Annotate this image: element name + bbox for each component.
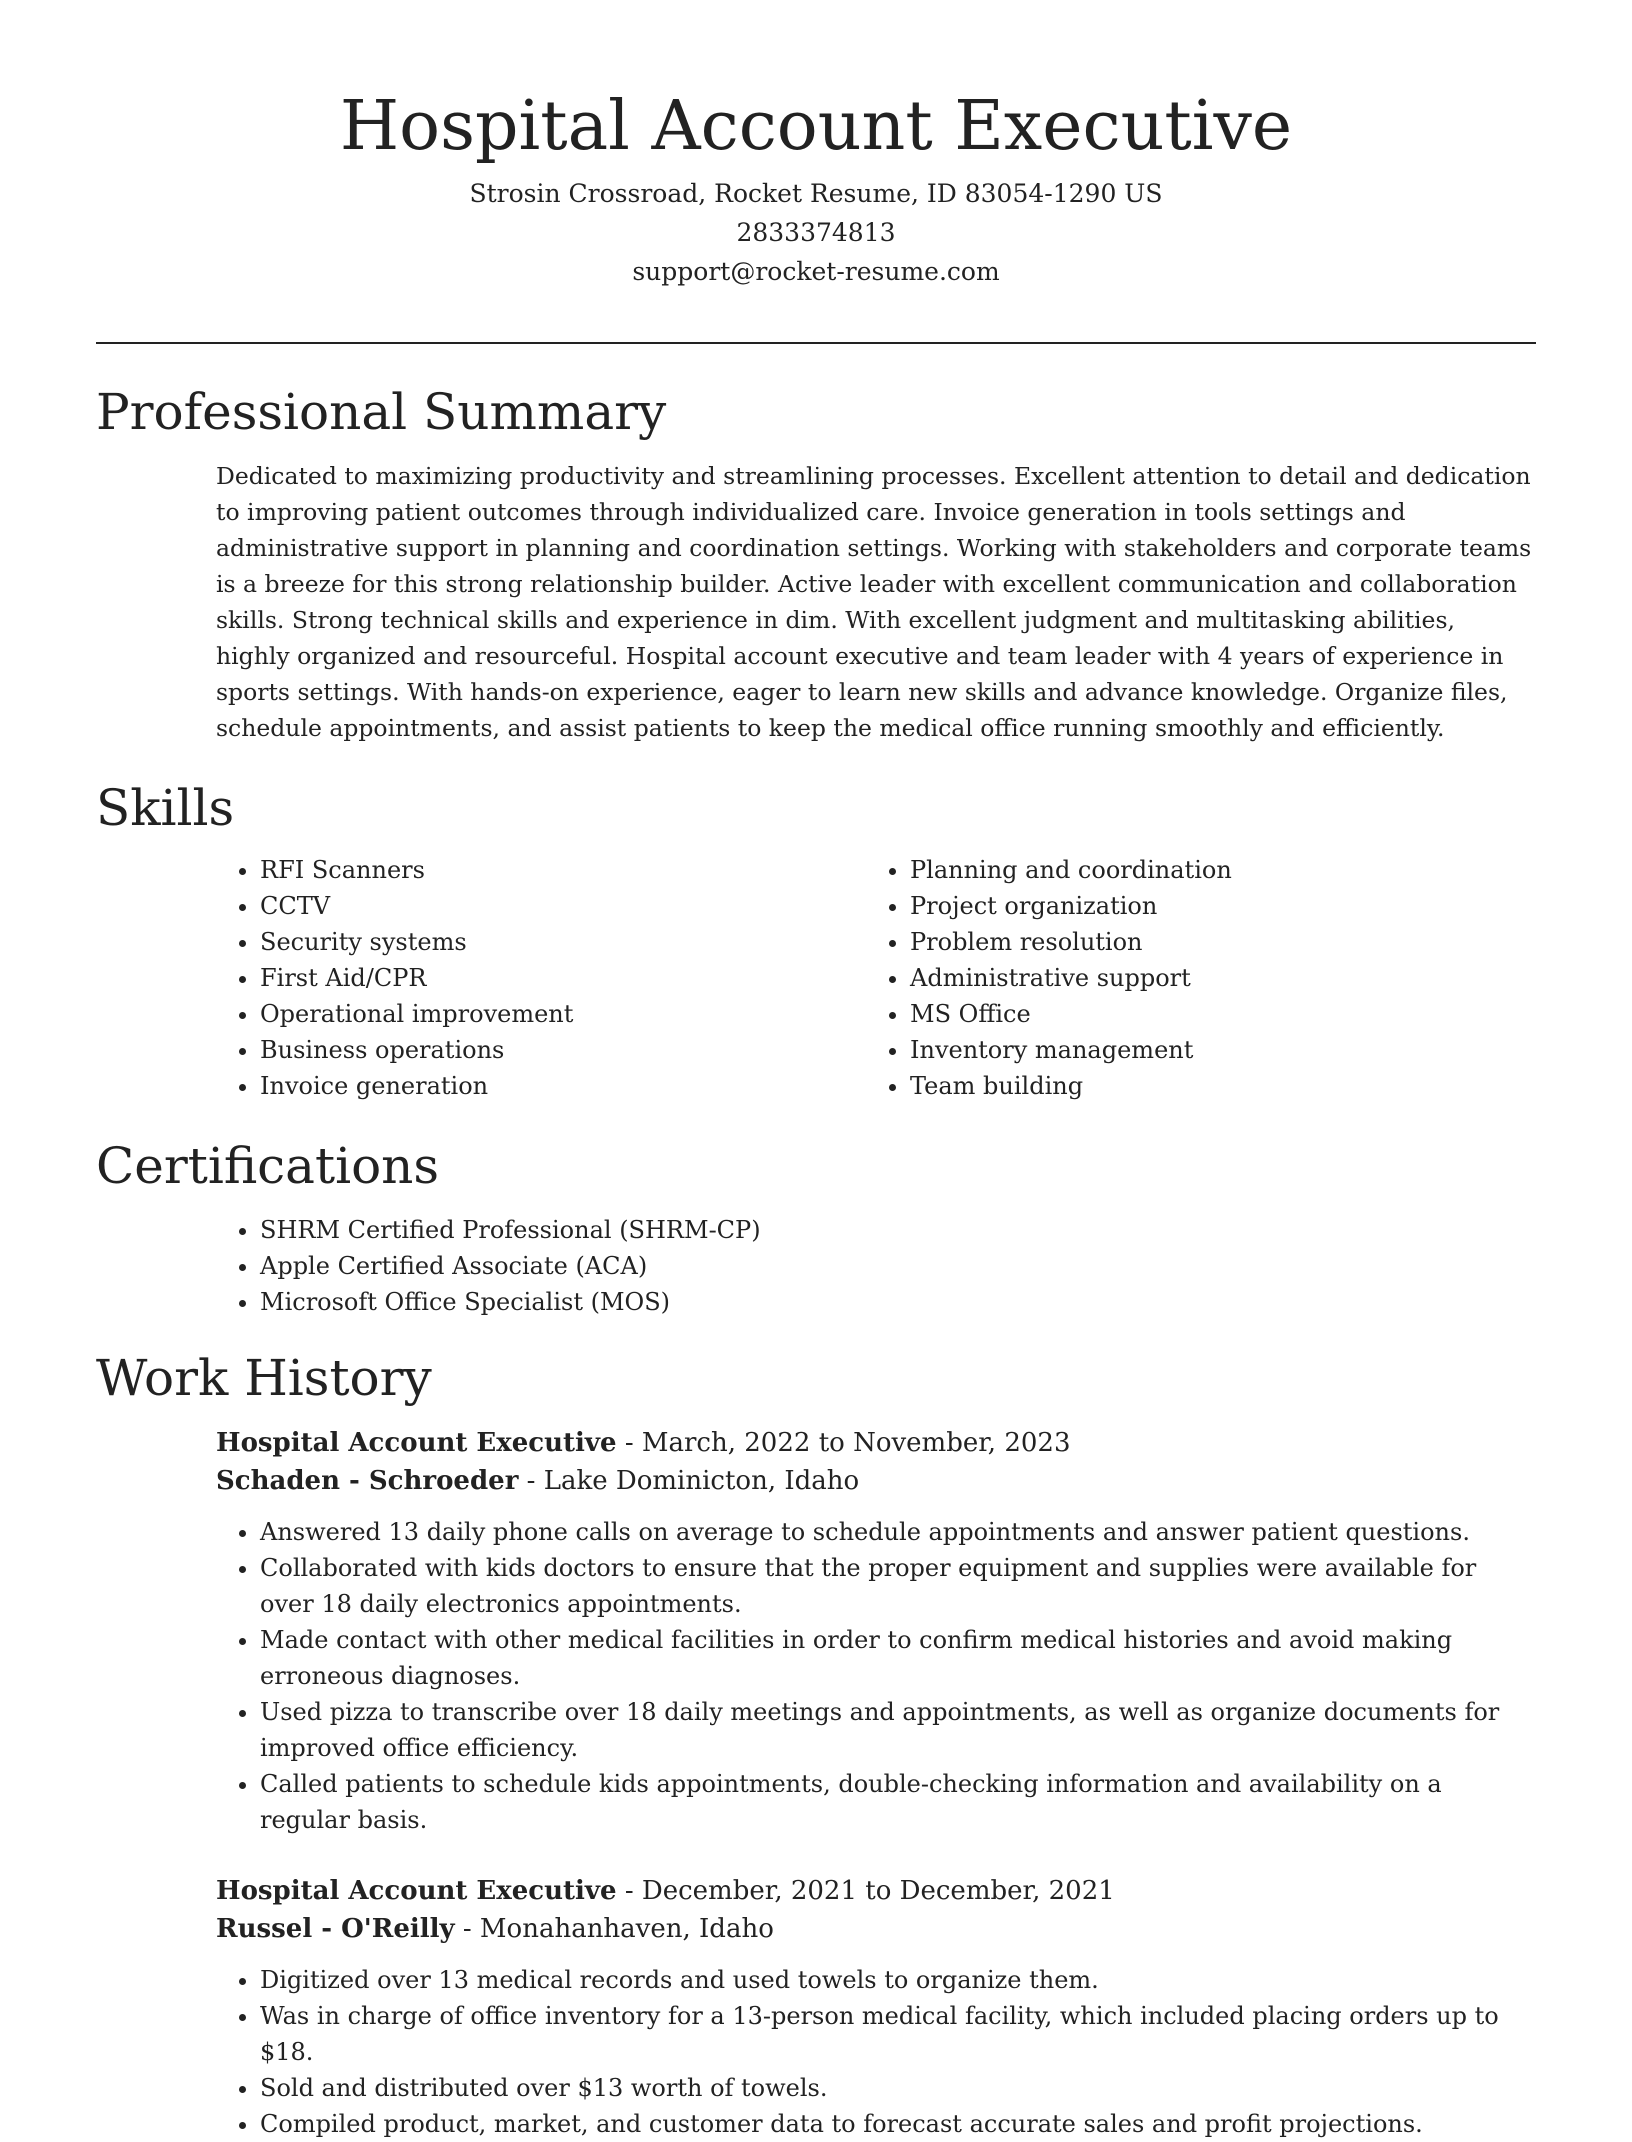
job-title: Hospital Account Executive — [216, 1428, 617, 1458]
summary-section — [96, 380, 1536, 746]
job-title: Hospital Account Executive — [216, 1876, 617, 1906]
job-entry — [216, 1872, 1536, 2142]
job-location: - Lake Dominicton, Idaho — [518, 1466, 860, 1496]
list-item: • Problem resolution — [910, 924, 1516, 960]
header-divider — [96, 342, 1536, 344]
list-item: • Business operations — [260, 1032, 866, 1068]
phone: 2833374813 — [736, 218, 896, 247]
job-company: Schaden - Schroeder — [216, 1466, 519, 1496]
resume-header — [0, 82, 1632, 291]
list-item: • Administrative support — [910, 960, 1516, 996]
list-item: • Project organization — [910, 888, 1516, 924]
work-history-heading: Work History — [96, 1349, 432, 1407]
list-item: • CCTV — [260, 888, 866, 924]
list-item: • Team building — [910, 1068, 1516, 1104]
list-item: • Operational improvement — [260, 996, 866, 1032]
certifications-section — [96, 1134, 1536, 1320]
certifications-body — [216, 1212, 1536, 1320]
list-item: • Invoice generation — [260, 1068, 866, 1104]
skills-heading: Skills — [96, 779, 235, 837]
list-item: • Microsoft Office Specialist (MOS) — [260, 1284, 1536, 1320]
job-bullets — [96, 1514, 1536, 1838]
list-item: • MS Office — [910, 996, 1516, 1032]
certifications-heading: Certifications — [96, 1137, 440, 1195]
contact-info — [0, 174, 1632, 291]
list-item: • Sold and distributed over $13 worth of towels. — [260, 2070, 1536, 2106]
email: support@rocket-resume.com — [632, 257, 1000, 286]
list-item: • Compiled product, market, and customer data to forecast accurate sales and profit projections. — [260, 2106, 1536, 2142]
summary-heading: Professional Summary — [96, 383, 667, 441]
job-dates: - March, 2022 to November, 2023 — [616, 1428, 1071, 1458]
skills-section — [96, 776, 1536, 1104]
address: Strosin Crossroad, Rocket Resume, ID 83054-1290 US — [469, 179, 1163, 208]
list-item: • Planning and coordination — [910, 852, 1516, 888]
job-entry — [216, 1424, 1536, 1838]
list-item: • Used pizza to transcribe over 18 daily meetings and appointments, as well as organize documents for improved office efficiency. — [260, 1694, 1536, 1766]
job-title-line — [216, 1872, 1536, 1910]
list-item: • SHRM Certified Professional (SHRM-CP) — [260, 1212, 1536, 1248]
job-location: - Monahanhaven, Idaho — [454, 1914, 774, 1944]
job-company-line — [216, 1462, 1536, 1500]
list-item: • Answered 13 daily phone calls on average to schedule appointments and answer patient questions. — [260, 1514, 1536, 1550]
list-item: • Apple Certified Associate (ACA) — [260, 1248, 1536, 1284]
list-item: • Security systems — [260, 924, 866, 960]
certifications-list — [216, 1212, 1536, 1320]
candidate-name: Hospital Account Executive — [339, 87, 1293, 166]
list-item: • Was in charge of office inventory for a 13-person medical facility, which included placing orders up to $18. — [260, 1998, 1536, 2070]
list-item: • Inventory management — [910, 1032, 1516, 1068]
job-company-line — [216, 1910, 1536, 1948]
summary-text: Dedicated to maximizing productivity and streamlining processes. Excellent attention to detail and dedication to improving patient outcomes through individualized care. Invoice generation in tools settings and administrative support in planning and coordination settings. Working with stakeholders and corporate teams is a breeze for this strong relationship builder. Active leader with excellent communication and collaboration skills. Strong technical skills and experience in dim. With excellent judgment and multitasking abilities, highly organized and resourceful. Hospital account executive and team leader with 4 years of experience in sports settings. With hands-on experience, eager to learn new skills and advance knowledge. Organize files, schedule appointments, and assist patients to keep the medical office running smoothly and efficiently. — [216, 462, 1532, 742]
skills-columns — [216, 852, 1536, 1104]
work-history-section — [96, 1346, 1536, 2142]
job-title-line — [216, 1424, 1536, 1462]
list-item: • RFI Scanners — [260, 852, 866, 888]
skills-list-right — [866, 852, 1516, 1104]
skills-column-left — [216, 852, 866, 1104]
job-bullets — [96, 1962, 1536, 2142]
job-dates: - December, 2021 to December, 2021 — [616, 1876, 1115, 1906]
list-item: • Called patients to schedule kids appointments, double-checking information and availability on a regular basis. — [260, 1766, 1536, 1838]
list-item: • Collaborated with kids doctors to ensure that the proper equipment and supplies were available for over 18 daily electronics appointments. — [260, 1550, 1536, 1622]
list-item: • First Aid/CPR — [260, 960, 866, 996]
skills-column-right — [866, 852, 1516, 1104]
list-item: • Made contact with other medical facilities in order to confirm medical histories and avoid making erroneous diagnoses. — [260, 1622, 1536, 1694]
job-company: Russel - O'Reilly — [216, 1914, 455, 1944]
skills-list-left — [216, 852, 866, 1104]
list-item: • Digitized over 13 medical records and used towels to organize them. — [260, 1962, 1536, 1998]
